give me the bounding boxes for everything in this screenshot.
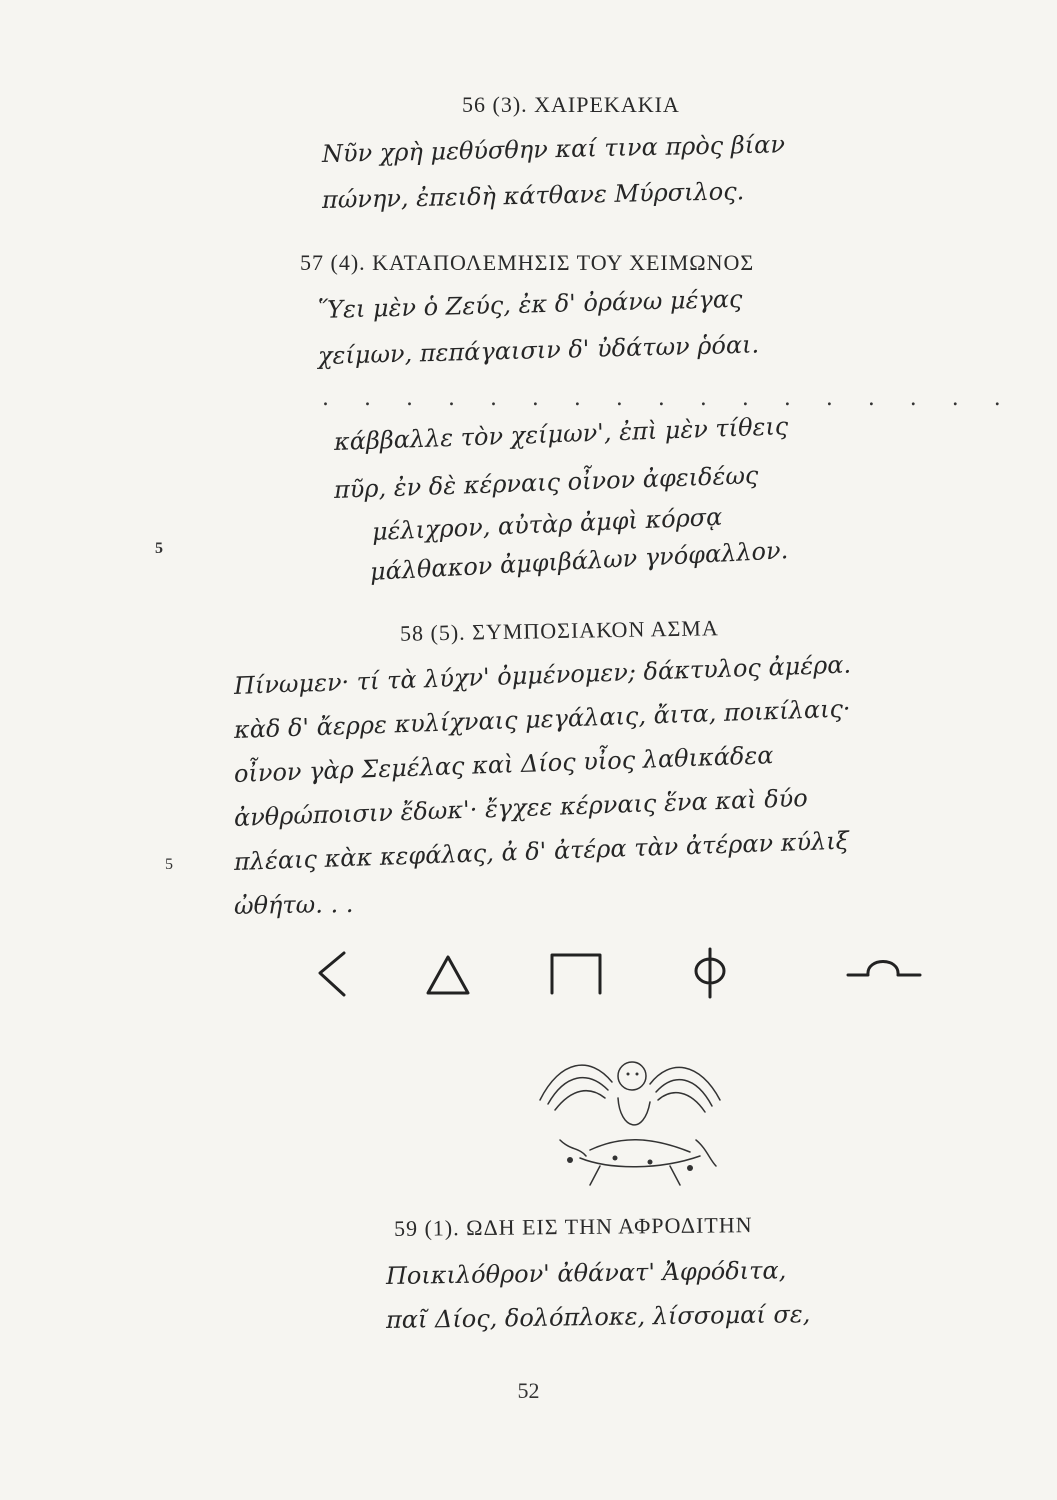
poem-57-line-5: μέλιχρον, αὐτὰρ ἀμφὶ κόρσᾳ <box>371 502 723 546</box>
poem-56-line-1: Νῦν χρὴ μεθύσθην καί τινα πρὸς βίαν <box>321 130 786 168</box>
cherub-vignette <box>520 1040 740 1190</box>
poem-58-line-5: πλέαις κὰκ κεφάλας, ἀ δ' ἀτέρα τὰν ἀτέραν κύλιξ <box>233 826 850 876</box>
letter-forms-row <box>300 935 960 1005</box>
letter-pi-shape <box>552 955 600 993</box>
letter-lambda-shape <box>428 957 468 993</box>
letter-phi-shape <box>696 949 724 997</box>
poem-56-heading: 56 (3). ΧΑΙΡΕΚΑΚΙΑ <box>462 92 680 117</box>
poem-57-line-1: Ὕει μὲν ὁ Ζεύς, ἐκ δ' ὀράνω μέγας <box>317 284 743 324</box>
page-number: 52 <box>517 1378 540 1403</box>
poem-58-line-4: ἀνθρώποισιν ἔδωκ'· ἔγχεε κέρναις ἕνα καὶ δύο <box>233 783 809 832</box>
letter-omega-shape <box>848 962 920 976</box>
poem-58-line-1: Πίνωμεν· τί τὰ λύχν' ὀμμένομεν; δάκτυλος ἀμέρα. <box>233 650 852 700</box>
poem-58-line-number: 5 <box>165 856 173 873</box>
poem-59-heading: 59 (1). ΩΔΗ ΕΙΣ ΤΗΝ ΑΦΡΟΔΙΤΗΝ <box>393 1212 753 1241</box>
letter-forms-drawing <box>300 935 960 1005</box>
poem-58-line-6: ὠθήτω. . . <box>233 889 354 920</box>
poem-57-line-number: 5 <box>155 540 163 557</box>
poem-57-ellipsis-row: . . . . . . . . . . . . . . . . . <box>322 386 1015 411</box>
poem-58-line-2: κὰδ δ' ἄερρε κυλίχναις μεγάλαις, ἄιτα, ποικίλαις· <box>233 694 851 744</box>
poem-57-line-3: κάββαλλε τὸν χείμων', ἐπὶ μὲν τίθεις <box>333 412 789 456</box>
poem-58-line-3: οἶνον γὰρ Σεμέλας καὶ Δίος υἶος λαθικάδεα <box>233 741 774 788</box>
poem-59-line-1: Ποικιλόθρον' ἀθάνατ' Ἀφρόδιτα, <box>385 1256 787 1290</box>
poem-57-line-2: χείμων, πεπάγαισιν δ' ὐδάτων ῥόαι. <box>317 330 760 370</box>
letter-sigma-shape <box>320 953 344 995</box>
cherub-illustration <box>520 1040 740 1190</box>
poem-57-heading: 57 (4). ΚΑΤΑΠΟΛΕΜΗΣΙΣ ΤΟΥ ΧΕΙΜΩΝΟΣ <box>300 250 755 275</box>
poem-58-heading: 58 (5). ΣΥΜΠΟΣΙΑΚΟΝ ΑΣΜΑ <box>399 615 719 646</box>
poem-59-line-2: παῖ Δίος, δολόπλοκε, λίσσομαί σε, <box>385 1300 811 1334</box>
poem-57-line-6: μάλθακον ἀμφιβάλων γνόφαλλον. <box>369 536 789 586</box>
poem-57-line-4: πῦρ, ἐν δὲ κέρναις οἶνον ἀφειδέως <box>333 461 759 504</box>
poem-56-line-2: πώνην, ἐπειδὴ κάτθανε Μύρσιλος. <box>321 177 745 214</box>
